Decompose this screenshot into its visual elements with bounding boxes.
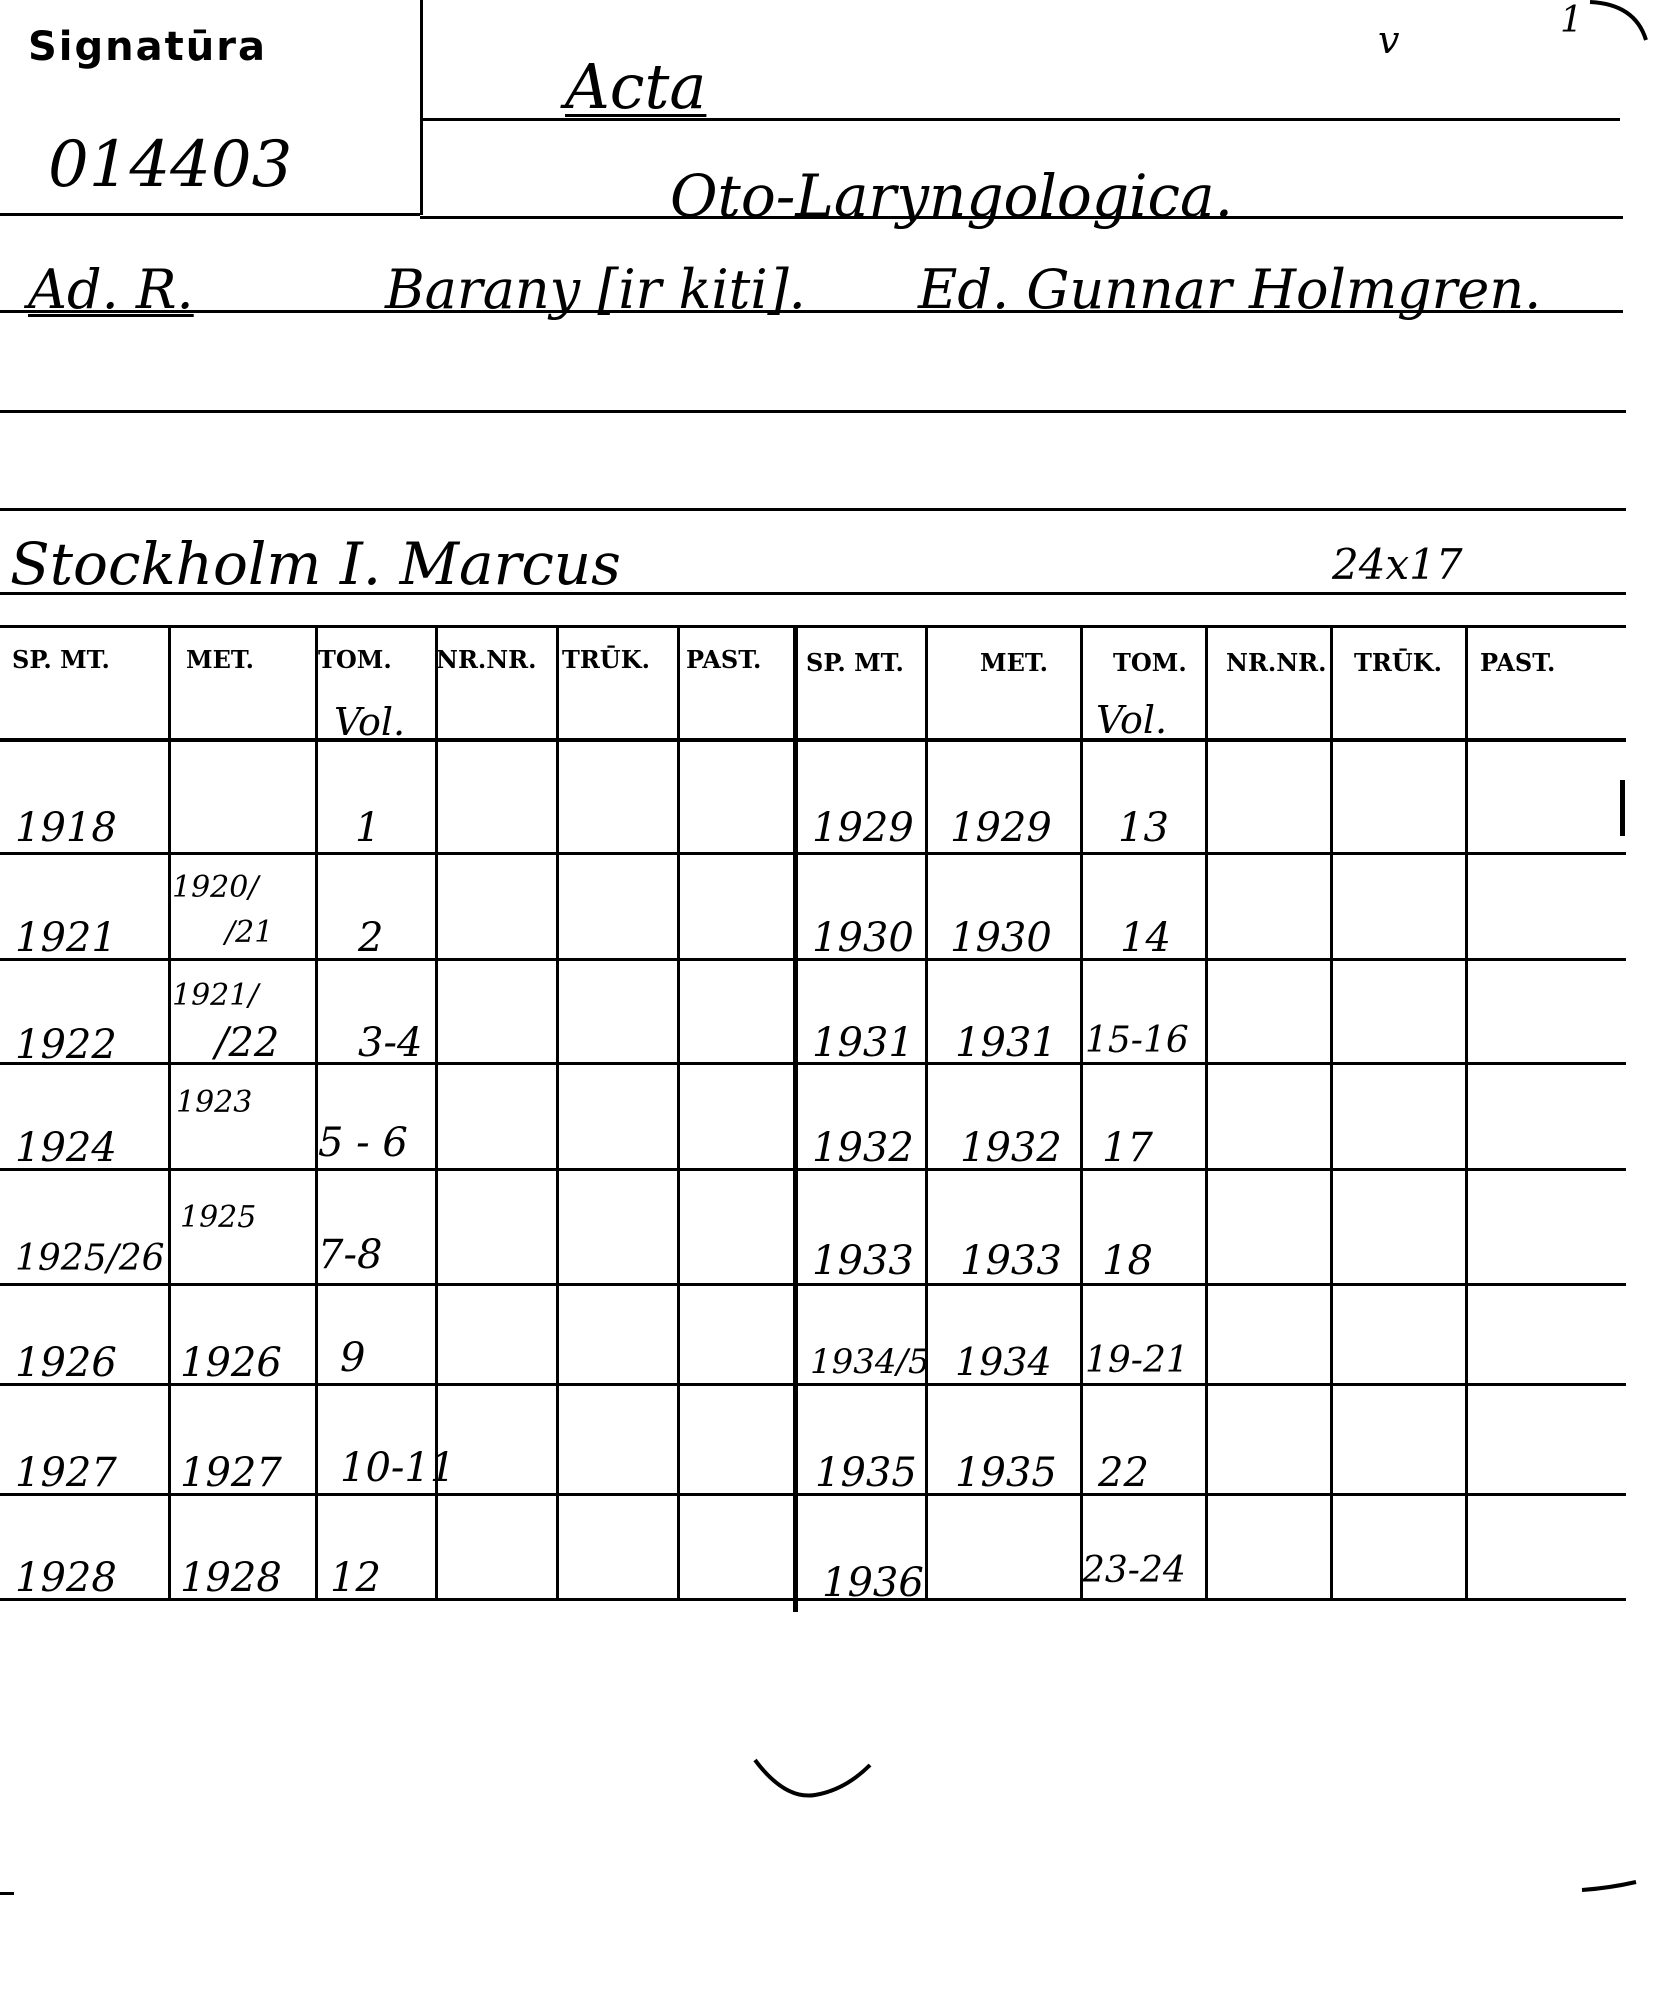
title-line1: Acta <box>565 50 707 123</box>
left-row-5-met-top: 1925 <box>180 1200 257 1235</box>
title-line2: Oto-Laryngologica. <box>670 162 1234 230</box>
bottom-right-dash <box>1580 1876 1640 1896</box>
left-row-3-sp-mt: 1922 <box>15 1022 117 1068</box>
smile-mark <box>745 1740 895 1810</box>
signature-label: Signatūra <box>28 24 267 70</box>
left-row-3-met-top: 1921/ <box>172 978 259 1013</box>
col-line-past-right <box>1465 627 1468 1600</box>
card-corner-curve <box>1580 0 1653 60</box>
right-row-4-tom: 17 <box>1102 1125 1153 1171</box>
header-tom-left: TOM. <box>318 645 392 674</box>
right-row-3-tom: 15-16 <box>1085 1020 1189 1061</box>
right-row-2-tom: 14 <box>1120 915 1171 961</box>
col-line-past-left <box>677 627 680 1600</box>
right-row-6-sp-mt: 1934/5 <box>810 1342 930 1382</box>
bottom-left-dash <box>0 1892 14 1895</box>
right-edge-tick <box>1620 780 1625 836</box>
header-met-right: MET. <box>980 648 1048 677</box>
blank-line-1 <box>0 410 1626 413</box>
right-row-1-met: 1929 <box>950 805 1052 851</box>
header-past-left: PAST. <box>686 645 762 674</box>
col-line-met-right <box>925 627 928 1600</box>
right-row-4-sp-mt: 1932 <box>812 1125 914 1171</box>
right-row-5-met: 1933 <box>960 1238 1062 1284</box>
left-row-2-met-top: 1920/ <box>172 870 259 905</box>
header-sp-mt-left: SP. MT. <box>12 645 110 674</box>
vol-label-left: Vol. <box>334 700 406 744</box>
right-row-4-met: 1932 <box>960 1125 1062 1171</box>
header-sp-mt-right: SP. MT. <box>806 648 904 677</box>
header-truk-left: TRŪK. <box>562 645 650 674</box>
vol-label-right: Vol. <box>1096 698 1168 742</box>
col-line-tom-left <box>315 627 318 1600</box>
left-row-3-met: /22 <box>215 1020 280 1066</box>
header-tom-right: TOM. <box>1113 648 1187 677</box>
right-row-5-sp-mt: 1933 <box>812 1238 914 1284</box>
right-row-2-sp-mt: 1930 <box>812 915 914 961</box>
left-row-5-tom: 7-8 <box>318 1232 383 1278</box>
left-row-8-met: 1928 <box>180 1555 282 1601</box>
left-row-7-tom: 10-11 <box>340 1445 456 1491</box>
left-row-7-sp-mt: 1927 <box>15 1450 117 1496</box>
col-line-met-left <box>168 627 171 1600</box>
right-row-5-tom: 18 <box>1102 1238 1153 1284</box>
right-row-1-tom: 13 <box>1118 805 1169 851</box>
right-row-1-sp-mt: 1929 <box>812 805 914 851</box>
col-line-truk-right <box>1330 627 1333 1600</box>
col-line-truk-left <box>556 627 559 1600</box>
table-top-border <box>0 625 1626 628</box>
right-row-6-tom: 19-21 <box>1085 1340 1189 1381</box>
header-nrnr-right: NR.NR. <box>1226 648 1327 677</box>
signature-underline <box>0 213 420 216</box>
left-row-2-met: /21 <box>225 915 274 950</box>
signature-divider <box>420 0 423 215</box>
right-row-7-sp-mt: 1935 <box>815 1450 917 1496</box>
left-row-1-sp-mt: 1918 <box>15 805 117 851</box>
left-row-8-tom: 12 <box>330 1555 381 1601</box>
right-row-3-met: 1931 <box>955 1020 1057 1066</box>
signature-number: 014403 <box>48 128 293 202</box>
left-row-2-tom: 2 <box>358 915 384 961</box>
editor-name: Barany [ir kiti]. <box>385 258 806 321</box>
blank-line-2 <box>0 508 1626 511</box>
left-row-8-sp-mt: 1928 <box>15 1555 117 1601</box>
row-line-1 <box>0 852 1626 855</box>
right-row-7-met: 1935 <box>955 1450 1057 1496</box>
left-row-1-tom: 1 <box>355 805 381 851</box>
right-row-3-sp-mt: 1931 <box>812 1020 914 1066</box>
col-line-tom-right <box>1080 627 1083 1600</box>
right-row-8-tom: 23-24 <box>1082 1550 1186 1591</box>
editor-ed: Ed. Gunnar Holmgren. <box>918 258 1542 321</box>
header-nrnr-left: NR.NR. <box>436 645 537 674</box>
left-row-4-tom: 5 - 6 <box>318 1120 408 1166</box>
header-truk-right: TRŪK. <box>1354 648 1442 677</box>
left-row-4-met-top: 1923 <box>176 1085 253 1120</box>
editor-prefix: Ad. R. <box>28 258 194 321</box>
table-header-border <box>0 738 1626 742</box>
left-row-6-sp-mt: 1926 <box>15 1340 117 1386</box>
col-line-center <box>793 627 798 1612</box>
left-row-4-sp-mt: 1924 <box>15 1125 117 1171</box>
header-met-left: MET. <box>186 645 254 674</box>
col-line-nrnr-right <box>1205 627 1208 1600</box>
right-row-2-met: 1930 <box>950 915 1052 961</box>
left-row-2-sp-mt: 1921 <box>15 915 117 961</box>
right-row-8-sp-mt: 1936 <box>822 1560 924 1606</box>
corner-mark: 1 <box>1560 0 1583 41</box>
right-row-6-met: 1934 <box>955 1340 1052 1384</box>
left-row-5-sp-mt: 1925/26 <box>15 1238 165 1279</box>
size: 24x17 <box>1332 540 1463 589</box>
right-row-7-tom: 22 <box>1098 1450 1149 1496</box>
left-row-6-tom: 9 <box>340 1335 366 1381</box>
check-mark: v <box>1378 18 1400 62</box>
left-row-3-tom: 3-4 <box>358 1020 423 1066</box>
left-row-6-met: 1926 <box>180 1340 282 1386</box>
left-row-7-met: 1927 <box>180 1450 282 1496</box>
header-past-right: PAST. <box>1480 648 1556 677</box>
publisher: Stockholm I. Marcus <box>10 530 621 598</box>
